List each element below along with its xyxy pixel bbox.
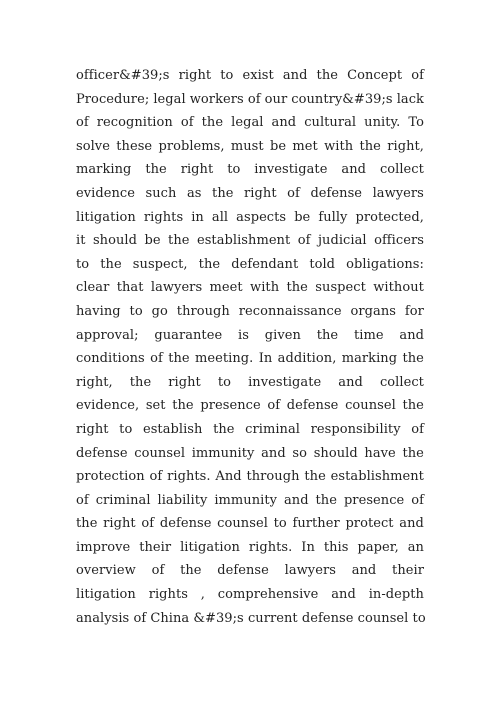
word: the [201, 115, 224, 131]
word: of [151, 563, 165, 579]
text-line [76, 158, 424, 182]
word: right [76, 421, 109, 437]
word: workers [189, 91, 244, 107]
word: of [411, 492, 424, 508]
word: judicial [317, 233, 367, 249]
word: of [247, 91, 261, 107]
word: evidence [76, 185, 135, 201]
word: the [168, 351, 190, 367]
word: of [287, 185, 300, 201]
word: overview [76, 563, 136, 579]
text-line [76, 536, 424, 560]
word: the [402, 398, 424, 414]
word: In [258, 351, 273, 367]
word: clear [76, 280, 110, 296]
word: these [116, 138, 153, 154]
word: rights [148, 587, 188, 603]
word: legal [231, 115, 264, 131]
word: the [359, 138, 381, 154]
word: defense [217, 563, 269, 579]
text-line [76, 583, 424, 607]
word: the [180, 563, 202, 579]
word: be [144, 233, 161, 249]
word: collect [379, 374, 424, 390]
word: criminal [245, 421, 300, 437]
word: the [168, 233, 190, 249]
word: defense [310, 185, 363, 201]
word: of [411, 68, 424, 83]
word: collect [379, 162, 424, 178]
word: the [145, 162, 167, 178]
word: litigation [76, 209, 136, 225]
word: litigation [76, 587, 136, 603]
word: exist [242, 68, 274, 83]
word: protected, [355, 209, 424, 225]
word: and [351, 563, 377, 579]
word: unity. [364, 115, 401, 131]
word: and [399, 516, 424, 532]
text-line [76, 276, 424, 300]
text-line [76, 182, 424, 206]
word: of [76, 115, 89, 131]
text-line [76, 88, 424, 112]
word: the [198, 256, 221, 272]
word: the [100, 256, 122, 272]
word: lawyers [284, 563, 336, 579]
text-line [76, 394, 424, 418]
word: of [150, 351, 163, 367]
word: right, [76, 374, 113, 390]
word: should [313, 445, 358, 461]
word: to [227, 162, 241, 178]
word: rights [143, 209, 184, 225]
word: evidence, [76, 398, 140, 414]
word: meet [209, 280, 243, 296]
word: comprehensive [217, 587, 319, 603]
word: of [411, 421, 424, 437]
word: approval; [76, 327, 139, 343]
word: and [283, 492, 309, 508]
word: the [304, 469, 326, 485]
text-line [76, 253, 424, 277]
word: litigation [180, 539, 240, 555]
word: of [267, 398, 281, 414]
text-line [76, 465, 424, 489]
word: counsel [134, 445, 186, 461]
word: right, [387, 138, 424, 154]
word: all [211, 209, 229, 225]
word: To [408, 115, 424, 131]
word: set [145, 398, 166, 414]
word: aspects [236, 209, 287, 225]
word: establishment [330, 469, 424, 485]
word: lawyers [150, 280, 203, 296]
word: rights. [167, 469, 211, 485]
word: lawyers [372, 185, 424, 201]
word: to [76, 256, 90, 272]
word: the [315, 492, 337, 508]
word: right [244, 185, 277, 201]
word: addition, [277, 351, 337, 367]
word: to [129, 303, 143, 319]
word: to [220, 68, 234, 83]
word: protection [76, 469, 145, 485]
word: and [399, 327, 424, 343]
word: with [250, 280, 280, 296]
word: the [402, 445, 424, 461]
word: that [116, 280, 144, 296]
word: rights. [248, 539, 293, 555]
word: reconnaissance [238, 303, 342, 319]
word: marking [341, 351, 398, 367]
word: to [273, 516, 287, 532]
word: further [292, 516, 340, 532]
word: cultural [304, 115, 357, 131]
word: obligations: [346, 256, 424, 272]
word: right [168, 374, 201, 390]
word: this [323, 539, 349, 555]
word: improve [76, 539, 131, 555]
word: suspect, [132, 256, 188, 272]
word: and [271, 115, 297, 131]
word: and [341, 162, 366, 178]
word: given [264, 327, 301, 343]
word: through [246, 469, 300, 485]
text-line [76, 559, 424, 583]
word: such [145, 185, 177, 201]
word: with [324, 138, 354, 154]
word: in-depth [368, 587, 424, 603]
word: is [238, 327, 249, 343]
word: immunity [214, 492, 278, 508]
word: to [119, 421, 133, 437]
word: defense [286, 398, 339, 414]
word: liability [157, 492, 208, 508]
word: conditions [76, 351, 145, 367]
text-line [76, 135, 424, 159]
word: the [286, 280, 308, 296]
word: having [76, 303, 121, 319]
word: officers [374, 233, 424, 249]
word: of [141, 516, 155, 532]
word: and [331, 587, 356, 603]
word: counsel [345, 398, 396, 414]
word: right [178, 68, 212, 83]
word: Procedure; [76, 91, 150, 107]
word: protect [345, 516, 394, 532]
word: guarantee [154, 327, 223, 343]
word: investigate [248, 374, 322, 390]
word: officer&#39;s [76, 68, 170, 83]
word: right [103, 516, 136, 532]
word: suspect [315, 280, 366, 296]
word: legal [153, 91, 186, 107]
word: the [172, 398, 194, 414]
word: and [282, 68, 308, 83]
word: paper, [357, 539, 399, 555]
word: through [176, 303, 230, 319]
word: time [353, 327, 384, 343]
word: problems, [158, 138, 225, 154]
word: met [292, 138, 318, 154]
word: the [129, 374, 152, 390]
word: immunity [191, 445, 255, 461]
word: of [149, 469, 163, 485]
word: fully [318, 209, 348, 225]
word: for [404, 303, 424, 319]
word: the [402, 351, 424, 367]
text-line [76, 347, 424, 371]
word: so [292, 445, 307, 461]
text-line [76, 512, 424, 536]
word: solve [76, 138, 110, 154]
word: it [76, 233, 86, 249]
word: as [186, 185, 202, 201]
word: our [264, 91, 288, 107]
word: presence [343, 492, 405, 508]
word: without [373, 280, 424, 296]
word: , [200, 587, 205, 603]
word: defense [159, 516, 212, 532]
text-line [76, 442, 424, 466]
word: the [316, 327, 339, 343]
word: marking [76, 162, 132, 178]
word: the [316, 68, 338, 83]
word: of [297, 233, 311, 249]
word: investigate [254, 162, 328, 178]
word: must [230, 138, 264, 154]
word: should [92, 233, 137, 249]
word: be [269, 138, 287, 154]
word: defendant [231, 256, 299, 272]
word: of [76, 492, 89, 508]
text-line [76, 206, 424, 230]
text-line [76, 489, 424, 513]
word: establish [142, 421, 203, 437]
word: right [180, 162, 214, 178]
word: criminal [95, 492, 151, 508]
word: responsibility [310, 421, 401, 437]
word: an [407, 539, 424, 555]
word: told [309, 256, 336, 272]
word: their [139, 539, 172, 555]
word: organs [350, 303, 396, 319]
word: Concept [347, 68, 403, 83]
word: and [338, 374, 363, 390]
word: go [151, 303, 168, 319]
text-line [76, 324, 424, 348]
word: And [215, 469, 242, 485]
word: lack [396, 91, 424, 107]
word: to [217, 374, 232, 390]
word: of [180, 115, 194, 131]
word: In [301, 539, 315, 555]
word: counsel [217, 516, 268, 532]
text-line [76, 418, 424, 442]
text-line [76, 111, 424, 135]
word: defense [76, 445, 128, 461]
word: the [76, 516, 98, 532]
text-line [76, 64, 424, 88]
word: the [213, 421, 235, 437]
word: be [294, 209, 311, 225]
word: country&#39;s [291, 91, 393, 107]
text-line [76, 300, 424, 324]
word: in [191, 209, 204, 225]
text-line: analysis of China &#39;s current defense counsel to [76, 610, 426, 626]
word: have [364, 445, 396, 461]
body-text [76, 64, 424, 630]
word: recognition [96, 115, 173, 131]
word: establishment [196, 233, 291, 249]
word: and [261, 445, 286, 461]
text-line [76, 229, 424, 253]
word: their [392, 563, 424, 579]
text-line [76, 371, 424, 395]
word: the [212, 185, 234, 201]
word: presence [200, 398, 261, 414]
word: meeting. [195, 351, 254, 367]
